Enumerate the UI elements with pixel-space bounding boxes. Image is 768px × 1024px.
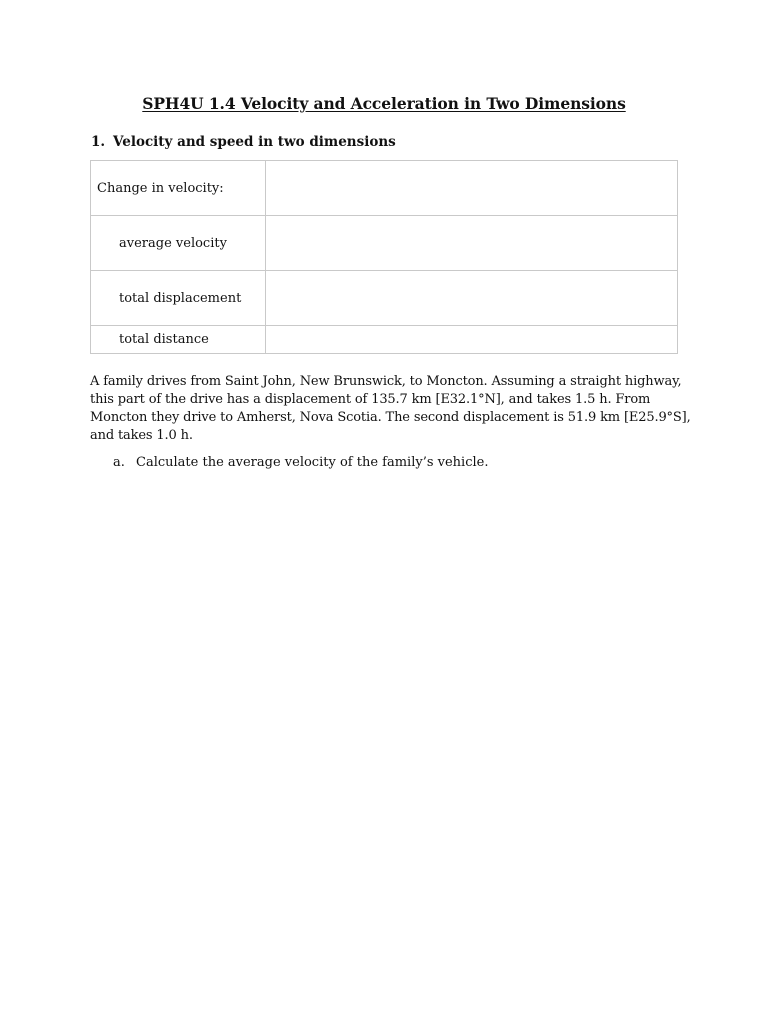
section-heading-text: Velocity and speed in two dimensions <box>113 134 396 150</box>
paragraph-line: A family drives from Saint John, New Brunswick, to Moncton. Assuming a straight highway, <box>90 374 682 389</box>
velocity-table <box>90 160 678 354</box>
question-letter: a. <box>113 455 125 470</box>
table-cell-answer <box>266 216 678 271</box>
row-label-average-velocity: average velocity <box>119 235 227 251</box>
problem-paragraph <box>90 373 690 445</box>
question-text: Calculate the average velocity of the family’s vehicle. <box>136 455 489 470</box>
paragraph-line: this part of the drive has a displacement of 135.7 km [E32.1°N], and takes 1.5 h. From <box>90 392 651 407</box>
paragraph-line: Moncton they drive to Amherst, Nova Scotia. The second displacement is 51.9 km [E25.9°S], <box>90 410 691 425</box>
table-cell-label <box>91 326 266 354</box>
table-cell-answer <box>266 161 678 216</box>
table-cell-label <box>91 271 266 326</box>
table-cell-label <box>91 216 266 271</box>
table-row <box>91 216 678 271</box>
table-cell-answer <box>266 326 678 354</box>
row-label-total-distance: total distance <box>119 332 209 347</box>
table-row <box>91 326 678 354</box>
table-row <box>91 271 678 326</box>
table-cell-label <box>91 161 266 216</box>
section-number: 1. <box>91 134 106 150</box>
row-label-total-displacement: total displacement <box>119 290 242 306</box>
section-heading <box>91 134 396 150</box>
question-a <box>113 455 488 470</box>
row-label-change-in-velocity: Change in velocity: <box>97 180 224 196</box>
table-cell-answer <box>266 271 678 326</box>
paragraph-line: and takes 1.0 h. <box>90 428 193 443</box>
document-title: SPH4U 1.4 Velocity and Acceleration in Two Dimensions <box>142 94 626 113</box>
table-row <box>91 161 678 216</box>
